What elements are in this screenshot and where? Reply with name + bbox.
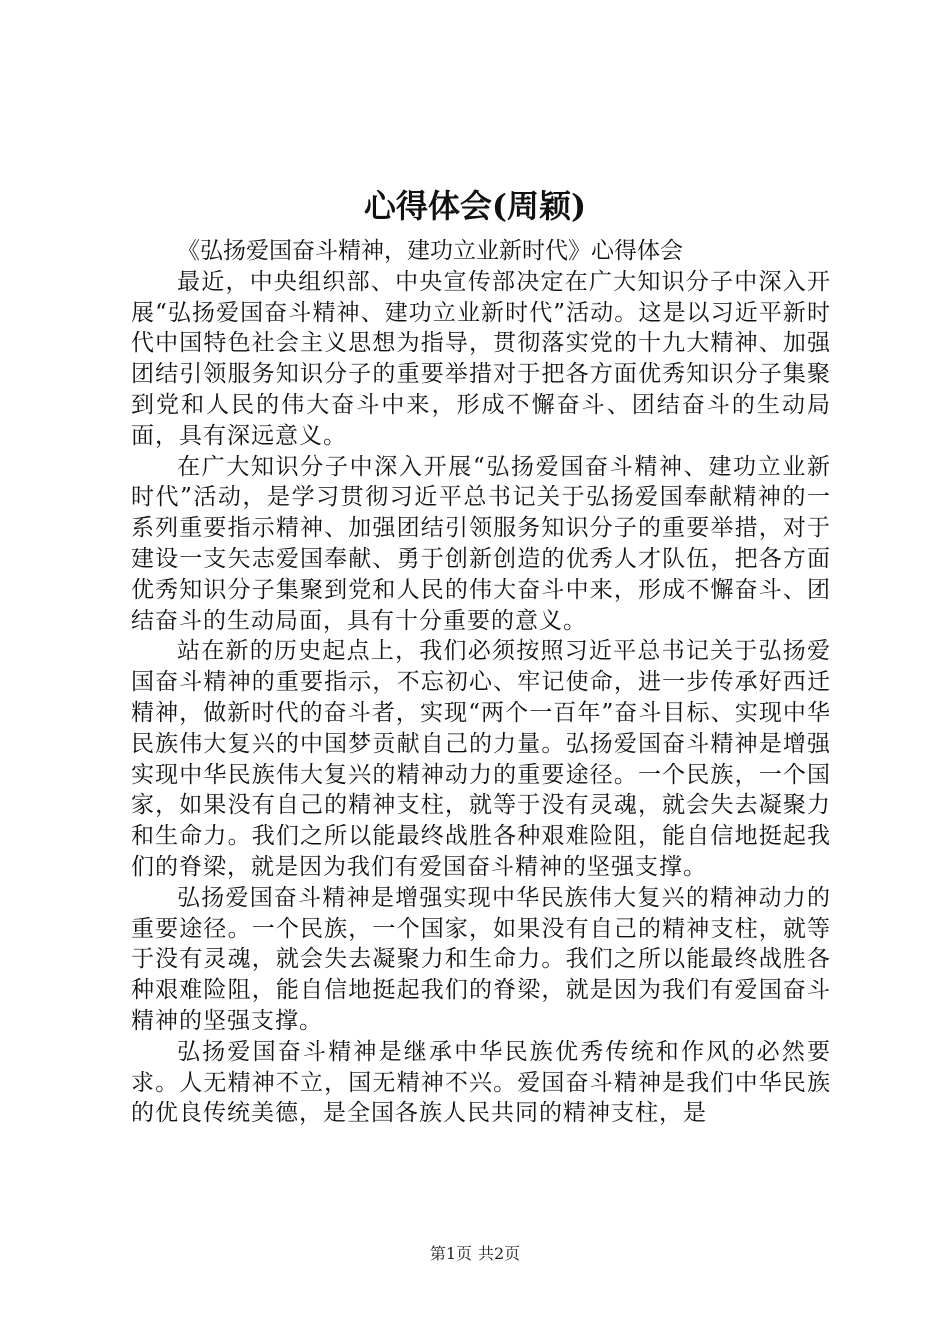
document-body <box>131 236 831 1129</box>
page-number: 第1页 <box>429 1244 472 1263</box>
document-subtitle: 《弘扬爱国奋斗精神，建功立业新时代》心得体会 <box>177 238 683 264</box>
paragraph-3: 站在新的历史起点上，我们必须按照习近平总书记关于弘扬爱国奋斗精神的重要指示，不忘初心、牢记使命，进一步传承好西迁精神，做新时代的奋斗者，实现“两个一百年”奋斗目标、实现中华民族伟大复兴的中国梦贡献自己的力量。弘扬爱国奋斗精神是增强实现中华民族伟大复兴的精神动力的重要途径。一个民族，一个国家，如果没有自己的精神支柱，就等于没有灵魂，就会失去凝聚力和生命力。我们之所以能最终战胜各种艰难险阻，能自信地挺起我们的脊梁，就是因为我们有爱国奋斗精神的坚强支撑。 <box>131 638 831 880</box>
paragraph-5: 弘扬爱国奋斗精神是继承中华民族优秀传统和作风的必然要求。人无精神不立，国无精神不兴。爱国奋斗精神是我们中华民族的优良传统美德，是全国各族人民共同的精神支柱，是 <box>131 1038 831 1127</box>
document-title: 心得体会(周颖) <box>363 187 587 225</box>
paragraph-2: 在广大知识分子中深入开展“弘扬爱国奋斗精神、建功立业新时代”活动，是学习贯彻习近平总书记关于弘扬爱国奉献精神的一系列重要指示精神、加强团结引领服务知识分子的重要举措，对于建设一支矢志爱国奉献、勇于创新创造的优秀人才队伍，把各方面优秀知识分子集聚到党和人民的伟大奋斗中来，形成不懈奋斗、团结奋斗的生动局面，具有十分重要的意义。 <box>131 453 831 634</box>
page-count: 共2页 <box>478 1244 521 1263</box>
paragraph-4: 弘扬爱国奋斗精神是增强实现中华民族伟大复兴的精神动力的重要途径。一个民族，一个国家，如果没有自己的精神支柱，就等于没有灵魂，就会失去凝聚力和生命力。我们之所以能最终战胜各种艰难险阻，能自信地挺起我们的脊梁，就是因为我们有爱国奋斗精神的坚强支撑。 <box>131 884 831 1034</box>
page-footer <box>0 1243 950 1265</box>
paragraph-1: 最近，中央组织部、中央宣传部决定在广大知识分子中深入开展“弘扬爱国奋斗精神、建功立业新时代”活动。这是以习近平新时代中国特色社会主义思想为指导，贯彻落实党的十九大精神、加强团结引领服务知识分子的重要举措对于把各方面优秀知识分子集聚到党和人民的伟大奋斗中来，形成不懈奋斗、团结奋斗的生动局面，具有深远意义。 <box>131 268 831 449</box>
